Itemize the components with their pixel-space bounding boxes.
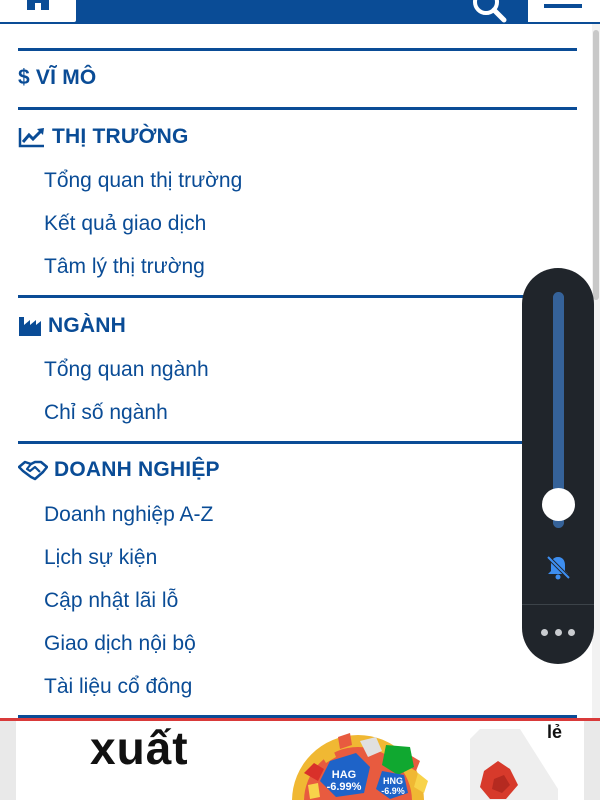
headline-fragment: xuất [90,722,189,774]
hamburger-menu-icon [544,4,582,8]
divider [18,107,577,110]
volume-panel [522,268,594,664]
heatmap-ticker: HAG [331,769,357,781]
search-button[interactable] [466,0,512,24]
home-button[interactable] [0,0,76,22]
industry-icon [18,315,42,337]
menu-item-tai-lieu-co-dong[interactable]: Tài liệu cổ đông [44,675,193,698]
handshake-icon [18,459,48,481]
menu-section-vi-mo[interactable] [18,66,96,90]
menu-item-giao-dich-noi-bo[interactable]: Giao dịch nội bộ [44,632,196,655]
heatmap-ticker: HNG [383,776,403,786]
menu-section-doanh-nghiep[interactable] [18,458,220,482]
menu-section-thi-truong[interactable] [18,125,189,149]
menu-scrollbar-thumb[interactable] [593,30,599,300]
menu-item-ket-qua-giao-dich[interactable]: Kết quả giao dịch [44,212,207,235]
menu-section-title: THỊ TRƯỜNG [52,125,189,148]
hamburger-menu-button[interactable] [528,0,600,22]
more-icon[interactable] [541,626,575,638]
menu-item-doanh-nghiep-a-z[interactable]: Doanh nghiệp A-Z [44,503,214,526]
menu-item-tam-ly-thi-truong[interactable]: Tâm lý thị trường [44,255,205,278]
menu-section-title: $ VĨ MÔ [18,66,97,89]
divider [18,295,577,298]
menu-item-tong-quan-nganh[interactable]: Tổng quan ngành [44,358,209,381]
divider [18,48,577,51]
top-navigation-bar [0,0,600,24]
search-icon [466,0,512,24]
side-text-fragment: lẻ [547,722,563,742]
menu-item-cap-nhat-lai-lo[interactable]: Cập nhật lãi lỗ [44,589,179,612]
heatmap-change: -6.9% [381,786,405,796]
heatmap-change: -6.99% [326,781,362,793]
volume-slider-knob[interactable] [542,488,575,521]
navigation-menu-panel [0,24,600,722]
menu-section-title: NGÀNH [48,314,126,337]
divider [18,441,577,444]
background-page-content [0,721,600,800]
menu-item-tong-quan-thi-truong[interactable]: Tổng quan thị trường [44,169,243,192]
market-heatmap[interactable] [290,723,440,800]
line-chart-icon [18,126,46,148]
menu-item-chi-so-nganh[interactable]: Chỉ số ngành [44,401,168,424]
bell-off-icon[interactable] [544,553,572,581]
menu-section-nganh[interactable] [18,314,126,338]
menu-section-title: DOANH NGHIỆP [54,458,220,481]
home-icon [24,0,52,12]
volume-panel-divider [522,604,594,605]
menu-item-lich-su-kien[interactable]: Lịch sự kiện [44,546,158,569]
